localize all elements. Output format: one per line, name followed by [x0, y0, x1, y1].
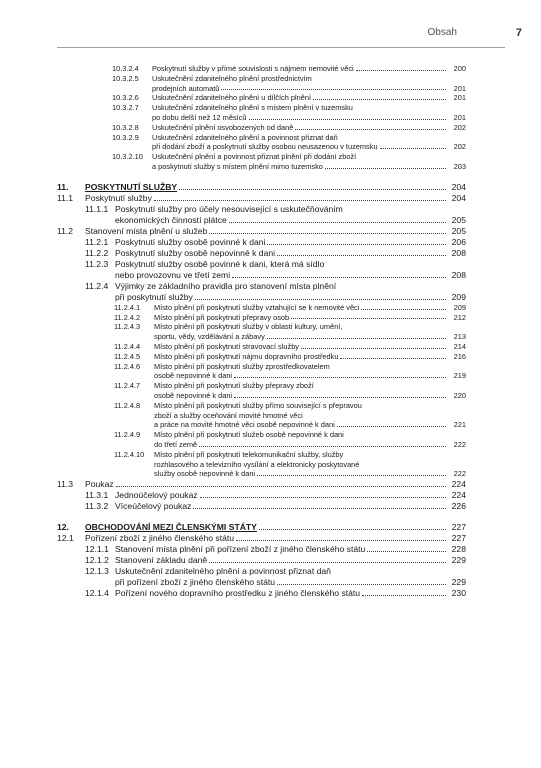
dot-leader	[380, 148, 446, 149]
dot-leader	[301, 348, 446, 349]
toc-entry-title: Poskytnutí služby	[85, 192, 152, 203]
dot-leader	[193, 508, 446, 509]
toc-entry-title-continued: při pořízení zboží z jiného členského státu	[115, 577, 276, 588]
dot-leader	[179, 189, 446, 190]
dot-leader	[234, 377, 446, 378]
toc-entry[interactable]	[57, 381, 466, 401]
toc-entry-title: Uskutečnění zdanitelného plnění u dílčích plnění	[152, 93, 312, 103]
toc-entry-number: 10.3.2.4	[112, 64, 139, 73]
toc-entry-page: 203	[453, 161, 466, 171]
dot-leader	[200, 497, 446, 498]
toc-entry-title: Místo plnění při poskytnutí služby přímo související s přepravou	[154, 400, 362, 410]
toc-entry-number: 12.	[57, 522, 69, 533]
toc-entry-page: 216	[453, 351, 466, 361]
toc-entry-number: 11.2.4.8	[114, 400, 141, 410]
toc-entry-title: Poukaz	[85, 479, 114, 490]
toc-entry-page: 212	[453, 312, 466, 322]
toc-entry-page: 204	[451, 192, 466, 203]
toc-entry[interactable]	[57, 544, 466, 555]
toc-entry-page: 201	[453, 83, 466, 93]
toc-entry-number: 11.2.4.5	[114, 351, 141, 361]
toc-entry[interactable]	[57, 204, 466, 226]
toc-entry-title: Místo plnění při poskytnutí služby zprostředkovatelem	[154, 361, 330, 371]
toc-entry-title-continued: ekonomických činností plátce	[115, 214, 227, 225]
toc-entry-title-continued: do třetí země	[154, 439, 198, 449]
toc-entry-page: 224	[451, 490, 466, 501]
toc-entry[interactable]	[57, 566, 466, 588]
toc-entry-number: 10.3.2.9	[112, 132, 139, 142]
toc-entry[interactable]	[57, 342, 466, 352]
toc-entry-number: 11.2.4	[85, 280, 109, 291]
page-number: 7	[515, 27, 522, 39]
toc-entry-title-continued: a poskytnutí služby s místem plnění mimo tuzemsko	[152, 161, 323, 171]
toc-entry[interactable]	[57, 259, 466, 281]
dot-leader	[234, 397, 446, 398]
toc-entry-number: 12.1.2	[85, 555, 109, 566]
toc-entry-number: 11.3.1	[85, 490, 109, 501]
toc-entry[interactable]	[57, 93, 466, 103]
dot-leader	[295, 129, 446, 130]
dot-leader	[221, 89, 446, 90]
toc-entry-title: Víceúčelový poukaz	[115, 501, 192, 512]
toc-entry-page: 204	[451, 181, 466, 192]
toc-entry-page: 201	[453, 93, 466, 103]
toc-entry-page: 226	[451, 501, 466, 512]
toc-entry-page: 201	[453, 112, 466, 122]
dot-leader	[340, 358, 446, 359]
toc-entry-page: 229	[451, 555, 466, 566]
toc-entry[interactable]	[57, 352, 466, 362]
toc-entry-title: Výjimky ze základního pravidla pro stanovení místa plnění	[115, 280, 337, 291]
toc-entry-number: 12.1	[57, 533, 74, 544]
dot-leader	[277, 255, 446, 256]
dot-leader	[259, 529, 446, 530]
dot-leader	[195, 299, 446, 300]
toc-entry-title: Pořízení zboží z jiného členského státu	[85, 533, 235, 544]
toc-entry-number: 11.2.4.4	[114, 341, 141, 351]
toc-entry-page: 220	[453, 390, 466, 400]
dot-leader	[236, 540, 446, 541]
toc-entry-page: 227	[451, 533, 466, 544]
dot-leader	[367, 551, 446, 552]
toc-entry-number: 12.1.1	[85, 544, 109, 555]
toc-entry-page: 209	[451, 291, 466, 302]
toc-entry-number: 10.3.2.10	[112, 152, 143, 162]
toc-entry-title: Místo plnění při poskytnutí služby přepravy zboží	[154, 381, 314, 391]
dot-leader	[249, 119, 447, 120]
toc-entry-title: Místo plnění při poskytnutí služby v oblasti kultury, umění,	[154, 322, 343, 332]
toc-entry-number: 11.2.4.1	[114, 302, 141, 312]
toc-entry-title-continued: nebo provozovnu ve třetí zemi	[115, 269, 231, 280]
toc-entry-title-continued: při dodání zboží a poskytnutí služby osobou neusazenou v tuzemsku	[152, 142, 378, 152]
toc-entry-title: Stanovení základu daně	[115, 555, 208, 566]
toc-entry-title: OBCHODOVÁNÍ MEZI ČLENSKÝMI STÁTY	[85, 522, 257, 533]
toc-entry-number: 11.2.3	[85, 258, 109, 269]
toc-entry-page: 205	[451, 225, 466, 236]
toc-entry-title: Poskytnutí služby osobě povinné k dani	[115, 236, 266, 247]
toc-entry-title-continued: osobě nepovinné k dani	[154, 371, 233, 381]
toc-entry-title-continued: a práce na movité hmotné věci osobě nepovinné k dani	[154, 420, 335, 430]
toc-entry[interactable]	[57, 133, 466, 153]
dot-leader	[209, 233, 446, 234]
toc-entry-number: 11.2.4.9	[114, 430, 141, 440]
toc-entry-page: 208	[451, 269, 466, 280]
toc-entry-number: 11.2.4.2	[114, 312, 141, 322]
toc-entry-number: 12.1.4	[85, 588, 109, 599]
toc-entry-title: Místo plnění při poskytnutí služeb osobě nepovinné k dani	[154, 430, 344, 440]
toc-entry-title-continued: osobě nepovinné k dani	[154, 390, 233, 400]
toc-entry-page: 214	[453, 341, 466, 351]
dot-leader	[267, 338, 446, 339]
toc-entry[interactable]	[57, 555, 466, 566]
dot-leader	[356, 70, 446, 71]
dot-leader	[337, 426, 446, 427]
toc-entry-title: Místo plnění při poskytnutí nájmu dopravního prostředku	[154, 351, 339, 361]
toc-entry-title: Místo plnění při poskytnutí telekomunikační služby, služby	[154, 449, 344, 459]
toc-entry-number: 11.2.2	[85, 247, 109, 258]
toc-entry-page: 213	[453, 332, 466, 342]
toc-entry[interactable]	[57, 313, 466, 323]
toc-entry-page: 230	[451, 588, 466, 599]
toc-entry-title: Místo plnění při poskytnutí služby vztahující se k nemovité věci	[154, 302, 360, 312]
toc-entry-page: 224	[451, 479, 466, 490]
toc-entry-title: Poskytnutí služby pro účely nesouvisející s uskutečňováním	[115, 203, 343, 214]
toc-entry[interactable]	[57, 450, 466, 479]
toc-entry[interactable]	[57, 237, 466, 248]
toc-entry[interactable]	[57, 123, 466, 133]
toc-entry-number: 11.3	[57, 479, 74, 490]
toc-entry-title: Uskutečnění zdanitelného plnění a povinnost přiznat daň	[115, 566, 331, 577]
toc-entry[interactable]	[57, 490, 466, 501]
toc-entry[interactable]	[57, 248, 466, 259]
toc-entry-title: Stanovení místa plnění při pořízení zboží z jiného členského státu	[115, 544, 366, 555]
toc-entry[interactable]	[57, 193, 466, 204]
toc-entry-number: 11.3.2	[85, 501, 109, 512]
toc-entry-title: Poskytnutí služby v přímé souvislosti s nájmem nemovité věci	[152, 64, 354, 73]
toc-entry-page: 219	[453, 371, 466, 381]
dot-leader	[257, 475, 446, 476]
toc-entry-number: 10.3.2.8	[112, 122, 139, 132]
toc-entry-title-continued: po dobu delší než 12 měsíců	[152, 112, 247, 122]
toc-entry[interactable]	[57, 226, 466, 237]
toc-entry-title: Poskytnutí služby osobě povinné k dani, která má sídlo	[115, 258, 325, 269]
toc-entry-page: 202	[453, 122, 466, 132]
toc-entry-page: 227	[451, 522, 466, 533]
toc-entry[interactable]	[57, 588, 466, 599]
toc-entry-number: 11.2.4.6	[114, 361, 141, 371]
toc-entry-number: 11.2.4.10	[114, 449, 145, 459]
toc-entry-page: 208	[451, 247, 466, 258]
toc-entry-title: Uskutečnění zdanitelného plnění s místem plnění v tuzemsku	[152, 103, 353, 113]
toc-entry-page: 202	[453, 142, 466, 152]
toc-entry[interactable]	[57, 522, 466, 533]
toc-entry[interactable]	[57, 152, 466, 172]
toc-entry-title-continued: zboží a služby oceňování movité hmotné věci	[154, 410, 303, 420]
toc-entry-number: 11.1	[57, 192, 74, 203]
toc-entry-number: 11.2.1	[85, 236, 109, 247]
toc-entry-number: 11.2.4.3	[114, 322, 141, 332]
toc-entry-number: 10.3.2.6	[112, 93, 139, 103]
toc-entry-title: Stanovení místa plnění u služeb	[85, 225, 208, 236]
dot-leader	[209, 562, 446, 563]
toc-entry-page: 222	[453, 469, 466, 479]
toc-entry-title: Jednoúčelový poukaz	[115, 490, 198, 501]
toc-entry[interactable]	[57, 64, 466, 74]
toc-entry-page: 229	[451, 577, 466, 588]
dot-leader	[232, 277, 446, 278]
toc-entry-number: 12.1.3	[85, 566, 109, 577]
toc-entry-title-continued: sportu, vědy, vzdělávání a zábavy	[154, 332, 265, 342]
toc-entry[interactable]	[57, 103, 466, 123]
toc-entry-title: Uskutečnění plnění osvobozených od daně	[152, 122, 294, 132]
dot-leader	[116, 486, 446, 487]
toc-entry-page: 206	[451, 236, 466, 247]
table-of-contents	[57, 64, 466, 599]
toc-entry-number: 10.3.2.5	[112, 73, 139, 83]
dot-leader	[362, 595, 446, 596]
toc-entry[interactable]	[57, 533, 466, 544]
toc-entry-title-continued: služby osobě nepovinné k dani	[154, 469, 256, 479]
dot-leader	[267, 244, 446, 245]
toc-entry[interactable]	[57, 501, 466, 512]
toc-entry[interactable]	[57, 401, 466, 430]
toc-entry[interactable]	[57, 322, 466, 342]
toc-entry-title: Místo plnění při poskytnutí přepravy osob	[154, 312, 290, 322]
toc-entry-number: 11.	[57, 181, 69, 192]
toc-entry-page: 209	[453, 302, 466, 312]
toc-entry-number: 11.1.1	[85, 203, 109, 214]
dot-leader	[325, 168, 446, 169]
toc-entry-page: 205	[451, 214, 466, 225]
toc-entry-number: 11.2	[57, 225, 74, 236]
header-divider	[57, 47, 505, 48]
dot-leader	[291, 318, 446, 319]
dot-leader	[313, 99, 446, 100]
toc-entry-number: 10.3.2.7	[112, 103, 139, 113]
toc-entry-title: Uskutečnění zdanitelného plnění prostřednictvím	[152, 73, 312, 83]
toc-entry-page: 221	[453, 420, 466, 430]
dot-leader	[361, 309, 446, 310]
toc-entry-title-continued: rozhlasového a televizního vysílání a elektronicky poskytované	[154, 459, 360, 469]
toc-entry-page: 222	[453, 439, 466, 449]
toc-entry-title-continued: při poskytnutí služby	[115, 291, 193, 302]
toc-entry[interactable]	[57, 479, 466, 490]
toc-entry-title: Poskytnutí služby osobě nepovinné k dani	[115, 247, 276, 258]
toc-entry-title: POSKYTNUTÍ SLUŽBY	[85, 181, 178, 192]
toc-entry-title: Pořízení nového dopravního prostředku z jiného členského státu	[115, 588, 361, 599]
toc-entry[interactable]	[57, 303, 466, 313]
toc-entry-title: Uskutečnění zdanitelného plnění a povinnost přiznat daň	[152, 132, 338, 142]
toc-entry-page: 200	[453, 64, 466, 73]
toc-entry-title-continued: prodejních automatů	[152, 83, 220, 93]
toc-entry[interactable]	[57, 281, 466, 303]
dot-leader	[277, 584, 446, 585]
toc-entry-title: Uskutečnění plnění a povinnost přiznat plnění při dodání zboží	[152, 152, 357, 162]
dot-leader	[199, 446, 446, 447]
toc-entry-title: Místo plnění při poskytnutí stravovací služby	[154, 341, 300, 351]
dot-leader	[154, 200, 446, 201]
dot-leader	[229, 222, 446, 223]
toc-entry[interactable]	[57, 74, 466, 94]
toc-entry[interactable]	[57, 182, 466, 193]
toc-entry[interactable]	[57, 362, 466, 382]
toc-entry-page: 228	[451, 544, 466, 555]
toc-entry[interactable]	[57, 430, 466, 450]
running-header-section: Obsah	[427, 27, 457, 38]
toc-entry-number: 11.2.4.7	[114, 381, 141, 391]
